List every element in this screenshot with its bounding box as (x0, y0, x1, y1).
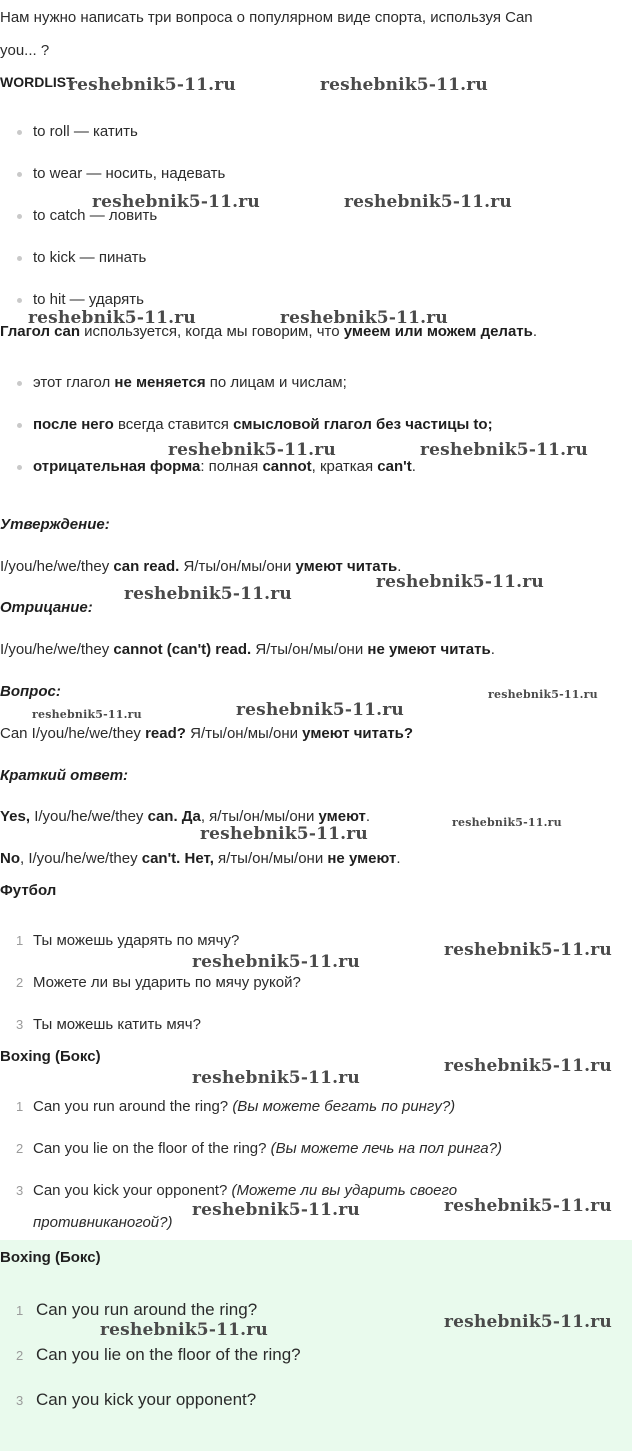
list-number: 3 (16, 1017, 24, 1032)
bullet-icon (17, 130, 22, 135)
list-number: 3 (16, 1183, 24, 1198)
list-item: Can you kick your opponent? (Можете ли вы ударить своего (33, 1182, 458, 1199)
short-answer-yes: Yes, I/you/he/we/they can. Да, я/ты/он/мы/они умеют. (0, 808, 371, 825)
wordlist-item: to roll — катить (33, 123, 138, 140)
watermark: reshebnik5-11.ru (444, 1056, 612, 1076)
answer-title: Boxing (Бокс) (0, 1249, 101, 1266)
watermark: reshebnik5-11.ru (488, 688, 598, 701)
watermark: reshebnik5-11.ru (420, 440, 588, 460)
watermark: reshebnik5-11.ru (320, 75, 488, 95)
wordlist-item: to wear — носить, надевать (33, 165, 226, 182)
bullet-icon (17, 172, 22, 177)
watermark: reshebnik5-11.ru (444, 1196, 612, 1216)
list-number: 1 (16, 1099, 24, 1114)
answer-item: Can you run around the ring? (36, 1300, 258, 1319)
list-number: 3 (16, 1393, 24, 1408)
boxing-title: Boxing (Бокс) (0, 1048, 101, 1065)
watermark: reshebnik5-11.ru (168, 440, 336, 460)
watermark: reshebnik5-11.ru (280, 308, 448, 328)
list-number: 1 (16, 933, 24, 948)
rule-item: после него всегда ставится смысловой глагол без частицы to; (33, 416, 493, 433)
list-number: 2 (16, 975, 24, 990)
wordlist-item: to hit — ударять (33, 291, 144, 308)
watermark: reshebnik5-11.ru (344, 192, 512, 212)
wordlist-item: to catch — ловить (33, 207, 158, 224)
watermark: reshebnik5-11.ru (100, 1320, 268, 1340)
answer-box (0, 1240, 632, 1451)
watermark: reshebnik5-11.ru (200, 824, 368, 844)
watermark: reshebnik5-11.ru (124, 584, 292, 604)
bullet-icon (17, 381, 22, 386)
list-item: Можете ли вы ударить по мячу рукой? (33, 974, 301, 991)
watermark: reshebnik5-11.ru (444, 1312, 612, 1332)
rule-item: этот глагол не меняется по лицам и числам; (33, 374, 347, 391)
list-number: 1 (16, 1303, 24, 1318)
list-number: 2 (16, 1348, 24, 1363)
neg-line: I/you/he/we/they cannot (can't) read. Я/ты/он/мы/они не умеют читать. (0, 641, 495, 658)
short-answer-no: No, I/you/he/we/they can't. Нет, я/ты/он/мы/они не умеют. (0, 850, 401, 867)
answer-item: Can you kick your opponent? (36, 1390, 257, 1409)
neg-title: Отрицание: (0, 599, 93, 616)
list-item: Can you run around the ring? (Вы можете бегать по рингу?) (33, 1098, 456, 1115)
watermark: reshebnik5-11.ru (92, 192, 260, 212)
grammar-line: Глагол can используется, когда мы говорим, что умеем или можем делать. (0, 323, 538, 340)
question-line: Can I/you/he/we/they read? Я/ты/он/мы/они умеют читать? (0, 725, 414, 742)
watermark: reshebnik5-11.ru (192, 1200, 360, 1220)
bullet-icon (17, 298, 22, 303)
bullet-icon (17, 214, 22, 219)
wordlist-title: WORDLIST (0, 74, 75, 90)
affirm-title: Утверждение: (0, 516, 110, 533)
bullet-icon (17, 423, 22, 428)
intro-line-1: Нам нужно написать три вопроса о популярном виде спорта, используя Can (0, 9, 533, 26)
watermark: reshebnik5-11.ru (236, 700, 404, 720)
watermark: reshebnik5-11.ru (68, 75, 236, 95)
watermark: reshebnik5-11.ru (444, 940, 612, 960)
rule-item: отрицательная форма: полная cannot, краткая can't. (33, 458, 416, 475)
intro-line-2: you... ? (0, 42, 50, 59)
short-answer-title: Краткий ответ: (0, 767, 129, 784)
football-title: Футбол (0, 882, 57, 899)
affirm-line: I/you/he/we/they can read. Я/ты/он/мы/они умеют читать. (0, 558, 402, 575)
wordlist-item: to kick — пинать (33, 249, 147, 266)
watermark: reshebnik5-11.ru (376, 572, 544, 592)
list-number: 2 (16, 1141, 24, 1156)
list-item: Ты можешь катить мяч? (33, 1016, 201, 1033)
watermark: reshebnik5-11.ru (192, 1068, 360, 1088)
watermark: reshebnik5-11.ru (452, 816, 562, 829)
list-item: Can you lie on the floor of the ring? (Вы можете лечь на пол ринга?) (33, 1140, 502, 1157)
watermark: reshebnik5-11.ru (32, 708, 142, 721)
question-title: Вопрос: (0, 683, 61, 700)
answer-item: Can you lie on the floor of the ring? (36, 1345, 301, 1364)
watermark: reshebnik5-11.ru (192, 952, 360, 972)
watermark: reshebnik5-11.ru (28, 308, 196, 328)
list-item-continuation: противниканогой?) (33, 1214, 173, 1231)
bullet-icon (17, 465, 22, 470)
bullet-icon (17, 256, 22, 261)
list-item: Ты можешь ударять по мячу? (33, 932, 240, 949)
